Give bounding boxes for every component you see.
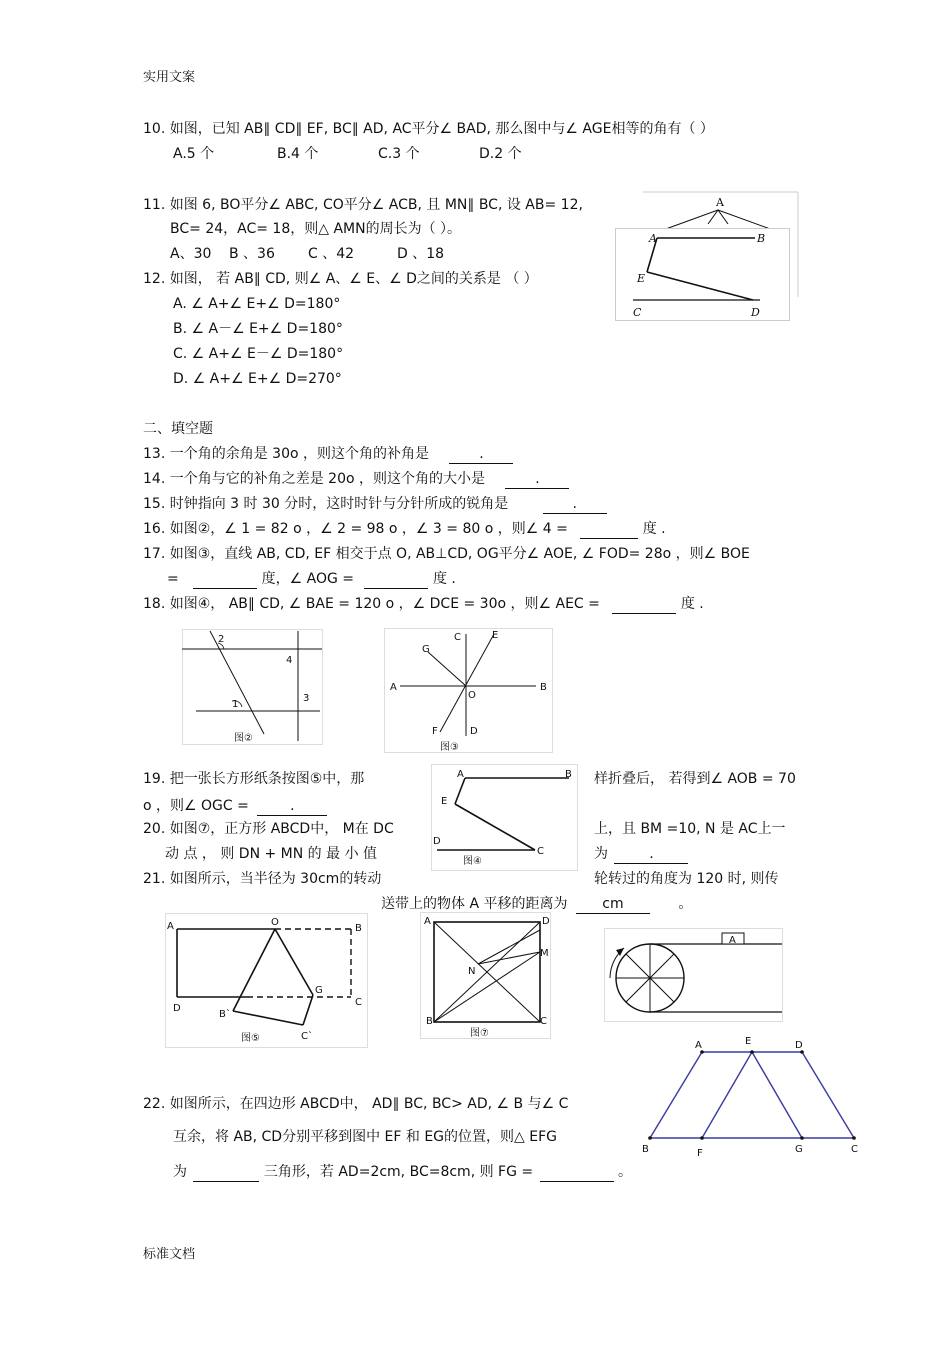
- q19-text: o ，则∠ OGC =: [143, 798, 249, 814]
- fig5-label-a: A: [167, 921, 174, 932]
- q11-option-a: A、30: [170, 246, 212, 262]
- fig7-label-n: N: [468, 966, 476, 977]
- q10-option-a: A.5 个: [173, 146, 215, 162]
- figure-7: [420, 912, 552, 1040]
- q14-blank[interactable]: .: [505, 470, 569, 489]
- fig3-label-b: B: [540, 682, 547, 693]
- q16-blank[interactable]: [580, 520, 638, 539]
- fig7-label-b: B: [426, 1016, 433, 1027]
- q12-label-b: B: [757, 232, 766, 245]
- q11-option-b: B 、36: [229, 246, 275, 262]
- fig4-label-b: B: [565, 769, 572, 780]
- fig22-label-e: E: [745, 1036, 752, 1047]
- q12-label-d: D: [751, 306, 760, 319]
- q21-blank[interactable]: cm: [576, 895, 650, 914]
- figure-5: [165, 913, 369, 1050]
- fig5-label-o: O: [271, 917, 279, 928]
- figure-22: [638, 1034, 866, 1158]
- figure-q12: [615, 228, 790, 323]
- q16-text: 16. 如图②，∠ 1 = 82 o ，∠ 2 = 98 o ，∠ 3 = 80 o ，则∠ 4 =: [143, 521, 568, 537]
- q17-blank-aog[interactable]: [364, 570, 428, 589]
- fig2-label-2: 2: [218, 634, 225, 645]
- q19-blank[interactable]: .: [257, 797, 327, 816]
- fig5-label-b: B: [355, 923, 362, 934]
- q14-text: 14. 一个角与它的补角之差是 20o ，则这个角的大小是: [143, 471, 485, 487]
- q12-option-a: A. ∠ A+∠ E+∠ D=180°: [173, 296, 341, 312]
- fig7-label-m: M: [540, 948, 549, 959]
- fig3-label-g: G: [422, 644, 430, 655]
- q12-option-d: D. ∠ A+∠ E+∠ D=270°: [173, 371, 342, 387]
- q12-label-e: E: [637, 272, 646, 285]
- fig3-label-f: F: [432, 726, 438, 737]
- question-12: 12. 如图， 若 AB∥ CD, 则∠ A、∠ E、∠ D之间的关系是 （ ）: [143, 271, 538, 287]
- fig5-label-c: C: [355, 997, 362, 1008]
- question-19-right: 样折叠后， 若得到∠ AOB = 70: [594, 771, 796, 787]
- question-16: [143, 520, 666, 539]
- q18-text: 18. 如图④， AB∥ CD, ∠ BAE = 120 o ，∠ DCE = 30o ，则∠ AEC =: [143, 596, 600, 612]
- q13-blank[interactable]: .: [449, 445, 513, 464]
- belt-label-a: A: [729, 935, 736, 946]
- fig5-label-b-prime: B`: [219, 1009, 231, 1020]
- q21-text: 送带上的物体 A 平移的距离为: [381, 896, 568, 912]
- q10-option-d: D.2 个: [479, 146, 522, 162]
- q11-option-d: D 、18: [397, 246, 445, 262]
- question-20-right: 上，且 BM =10, N 是 AC上一: [594, 821, 786, 837]
- question-22-line3: [173, 1163, 632, 1182]
- section-title: 二、填空题: [143, 421, 213, 437]
- fig3-label-d: D: [470, 726, 478, 737]
- q12-label-c: C: [633, 306, 642, 319]
- q21-end: 。: [678, 896, 693, 912]
- fig3-label-o: O: [468, 690, 476, 701]
- q11-option-c: C 、42: [308, 246, 355, 262]
- fig7-caption: 图⑦: [470, 1028, 489, 1039]
- fig3-label-a: A: [390, 682, 397, 693]
- q18-blank[interactable]: [612, 595, 676, 614]
- question-21-left: 21. 如图所示，当半径为 30cm的转动: [143, 871, 382, 887]
- fig22-label-f: F: [697, 1148, 703, 1159]
- question-13: [143, 445, 513, 464]
- figure-belt: [604, 928, 784, 1024]
- q22-end: 。: [618, 1164, 633, 1180]
- q16-suffix: 度 .: [642, 521, 666, 537]
- fig22-label-g: G: [795, 1144, 803, 1155]
- fig5-caption: 图⑤: [241, 1033, 260, 1044]
- question-17-line1: 17. 如图③，直线 AB, CD, EF 相交于点 O, AB⊥CD, OG平分∠ AOE, ∠ FOD= 28o ，则∠ BOE: [143, 546, 750, 562]
- q10-option-c: C.3 个: [378, 146, 420, 162]
- question-17-line2: [167, 570, 456, 589]
- q22-blank-fg[interactable]: [540, 1163, 614, 1182]
- fig5-label-c-prime: C`: [301, 1031, 313, 1042]
- fig7-label-c: C: [540, 1016, 547, 1027]
- fig22-label-b: B: [642, 1144, 649, 1155]
- question-11-line1: 11. 如图 6, BO平分∠ ABC, CO平分∠ ACB, 且 MN∥ BC, 设 AB= 12,: [143, 197, 583, 213]
- figure-2: [182, 629, 324, 747]
- fig22-label-d: D: [795, 1040, 803, 1051]
- page-header: 实用文案: [143, 70, 196, 85]
- fig7-label-d: D: [542, 916, 550, 927]
- q18-suffix: 度 .: [680, 596, 704, 612]
- fig2-caption: 图②: [234, 733, 253, 744]
- question-18: [143, 595, 704, 614]
- q12-option-b: B. ∠ A－∠ E+∠ D=180°: [173, 321, 343, 337]
- question-15: [143, 495, 607, 514]
- question-20-left2: 动 点 ， 则 DN + MN 的 最 小 值: [165, 846, 378, 862]
- q17-blank-boe[interactable]: [193, 570, 257, 589]
- q17-eq: =: [167, 571, 179, 587]
- q13-text: 13. 一个角的余角是 30o ，则这个角的补角是: [143, 446, 429, 462]
- fig4-label-e: E: [441, 796, 448, 807]
- fig22-label-c: C: [851, 1144, 858, 1155]
- fig2-label-4: 4: [286, 655, 293, 666]
- q20-text: 为: [594, 846, 608, 862]
- q10-option-b: B.4 个: [277, 146, 319, 162]
- fig7-label-a: A: [424, 916, 431, 927]
- fig3-label-c: C: [454, 632, 461, 643]
- fig4-caption: 图④: [463, 856, 482, 867]
- q22-blank-type[interactable]: [193, 1163, 259, 1182]
- q15-text: 15. 时钟指向 3 时 30 分时，这时时针与分针所成的锐角是: [143, 496, 509, 512]
- q12-option-c: C. ∠ A+∠ E－∠ D=180°: [173, 346, 344, 362]
- question-11-line2: BC= 24，AC= 18，则△ AMN的周长为（ ）。: [170, 221, 462, 237]
- fig5-label-g: G: [315, 985, 323, 996]
- figure-3: [384, 628, 554, 754]
- q17-mid: 度，∠ AOG =: [261, 571, 355, 587]
- question-22-line2: 互余，将 AB, CD分别平移到图中 EF 和 EG的位置，则△ EFG: [173, 1129, 557, 1145]
- question-19-left: 19. 把一张长方形纸条按图⑤中，那: [143, 771, 365, 787]
- fig5-label-d: D: [173, 1003, 181, 1014]
- fig3-label-e: E: [492, 630, 499, 641]
- q17-suffix: 度 .: [432, 571, 456, 587]
- fig4-label-d: D: [433, 836, 441, 847]
- question-10: 10. 如图，已知 AB∥ CD∥ EF, BC∥ AD, AC平分∠ BAD, 那么图中与∠ AGE相等的角有（ ）: [143, 121, 714, 137]
- q22-mid: 三角形，若 AD=2cm, BC=8cm, 则 FG =: [263, 1164, 534, 1180]
- page-footer: 标准文档: [143, 1247, 196, 1262]
- q15-blank[interactable]: .: [543, 495, 607, 514]
- fig2-label-1: 1: [232, 699, 239, 710]
- q22-for: 为: [173, 1164, 187, 1180]
- fig2-label-3: 3: [303, 693, 310, 704]
- fig4-label-c: C: [537, 846, 544, 857]
- q12-label-a: A: [649, 232, 657, 245]
- question-20-left: 20. 如图⑦，正方形 ABCD中， M在 DC: [143, 821, 394, 837]
- question-19-line2: [143, 797, 327, 816]
- question-14: [143, 470, 569, 489]
- fig22-label-a: A: [695, 1040, 702, 1051]
- fig4-label-a: A: [457, 769, 464, 780]
- question-20-right2: [594, 845, 688, 864]
- question-21-right: 轮转过的角度为 120 时, 则传: [594, 871, 779, 887]
- figure-4: [431, 764, 579, 872]
- fig3-caption: 图③: [440, 742, 459, 753]
- q20-blank[interactable]: .: [614, 845, 688, 864]
- question-22-line1: 22. 如图所示，在四边形 ABCD中， AD∥ BC, BC> AD, ∠ B 与∠ C: [143, 1096, 569, 1112]
- tri-label-a: A: [716, 196, 724, 209]
